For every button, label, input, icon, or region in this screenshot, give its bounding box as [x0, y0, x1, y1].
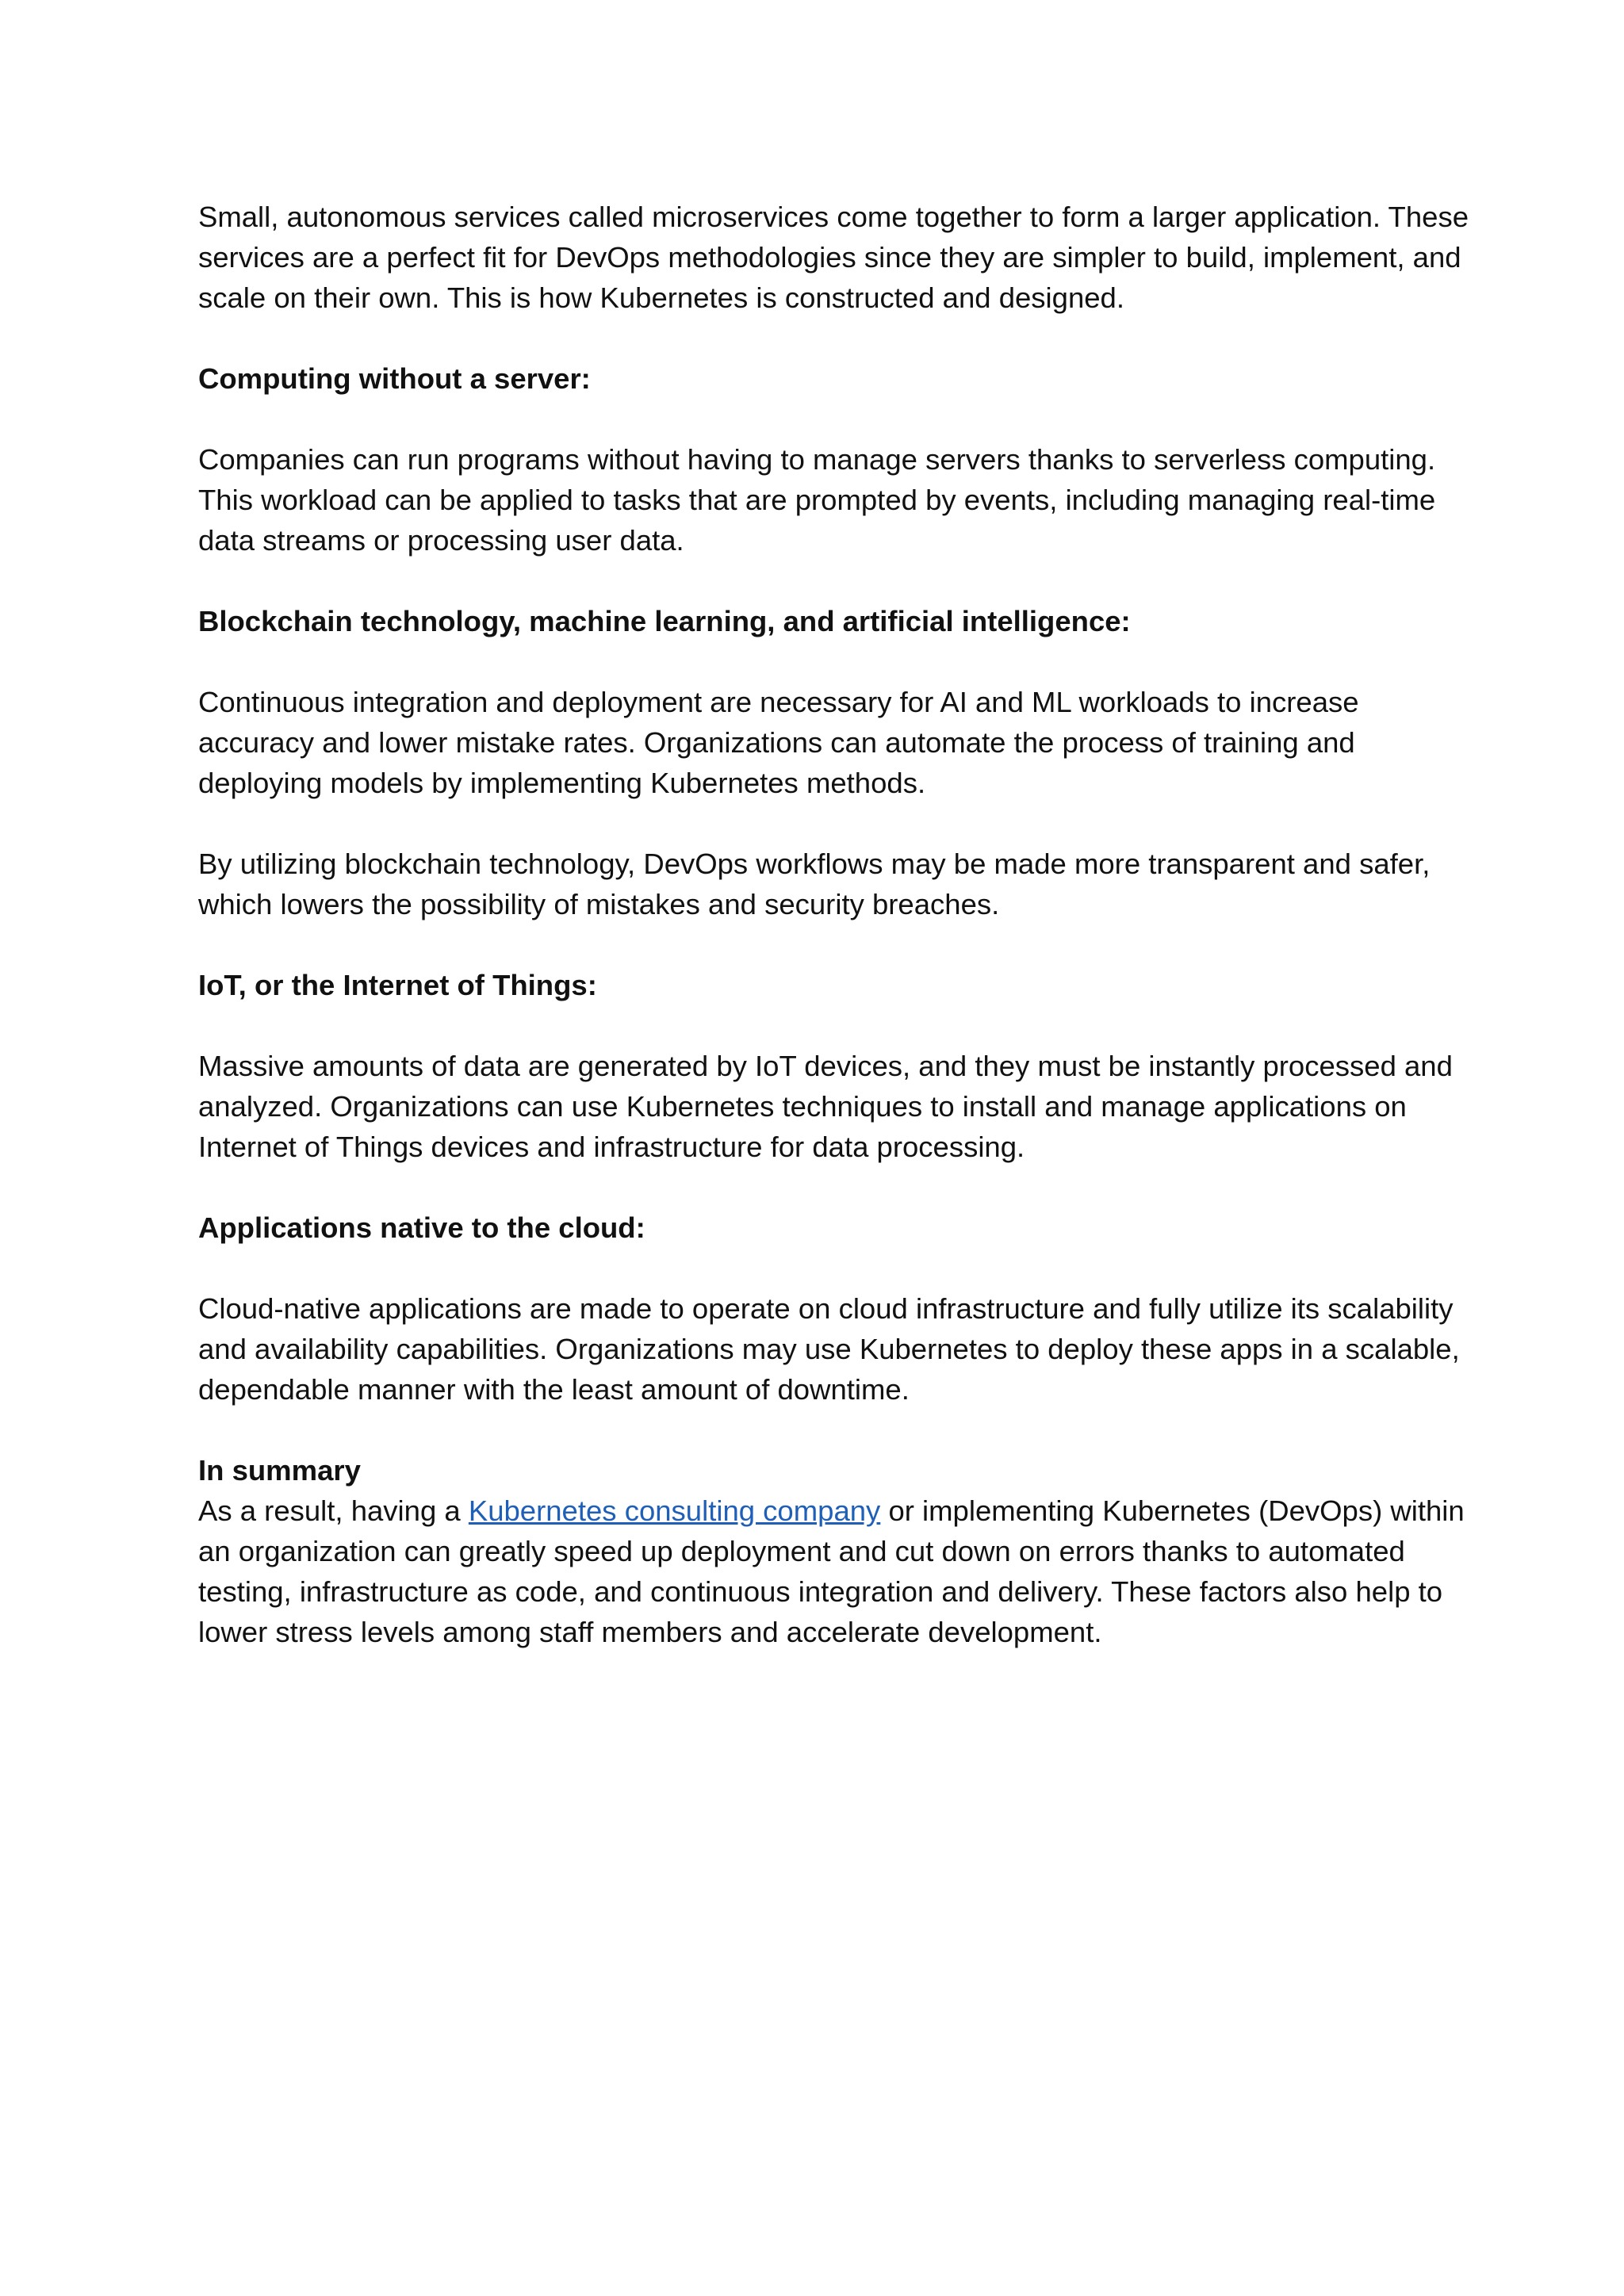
document-page — [198, 197, 1475, 1693]
summary-text-before: As a result, having a — [198, 1494, 469, 1527]
paragraph-summary — [198, 1490, 1475, 1652]
heading-iot: IoT, or the Internet of Things: — [198, 969, 597, 1001]
paragraph-serverless: Companies can run programs without having to manage servers thanks to serverless computing. This workload can be applied to tasks that are prompted by events, including managing real-time data streams or processing user data. — [198, 443, 1436, 557]
summary-text-after: or implementing Kubernetes (DevOps) within an organization can greatly speed up deployment and cut down on errors thanks to automated testing, infrastructure as code, and continuous integration and delivery. These factors also help to lower stress levels among staff members and accelerate development. — [198, 1494, 1465, 1648]
heading-cloud-native: Applications native to the cloud: — [198, 1211, 645, 1244]
heading-serverless: Computing without a server: — [198, 362, 591, 395]
kubernetes-consulting-link[interactable]: Kubernetes consulting company — [468, 1494, 881, 1527]
paragraph-ai-ml: Continuous integration and deployment are necessary for AI and ML workloads to increase accuracy and lower mistake rates. Organizations can automate the process of training and deploying models by implementing Kubernetes methods. — [198, 686, 1359, 799]
heading-summary: In summary — [198, 1454, 361, 1487]
paragraph-iot: Massive amounts of data are generated by IoT devices, and they must be instantly processed and analyzed. Organizations can use Kubernetes techniques to install and manage applications on Internet of Things devices and infrastructure for data processing. — [198, 1050, 1453, 1163]
paragraph-blockchain: By utilizing blockchain technology, DevOps workflows may be made more transparent and safer, which lowers the possibility of mistakes and security breaches. — [198, 848, 1431, 920]
heading-ai-ml-blockchain: Blockchain technology, machine learning, and artificial intelligence: — [198, 605, 1131, 637]
paragraph-cloud-native: Cloud-native applications are made to operate on cloud infrastructure and fully utilize its scalability and availability capabilities. Organizations may use Kubernetes to deploy these apps in a scalable, dependable manner with the least amount of downtime. — [198, 1292, 1460, 1406]
paragraph-microservices: Small, autonomous services called microservices come together to form a larger application. These services are a perfect fit for DevOps methodologies since they are simpler to build, implement, and scale on their own. This is how Kubernetes is constructed and designed. — [198, 201, 1469, 314]
